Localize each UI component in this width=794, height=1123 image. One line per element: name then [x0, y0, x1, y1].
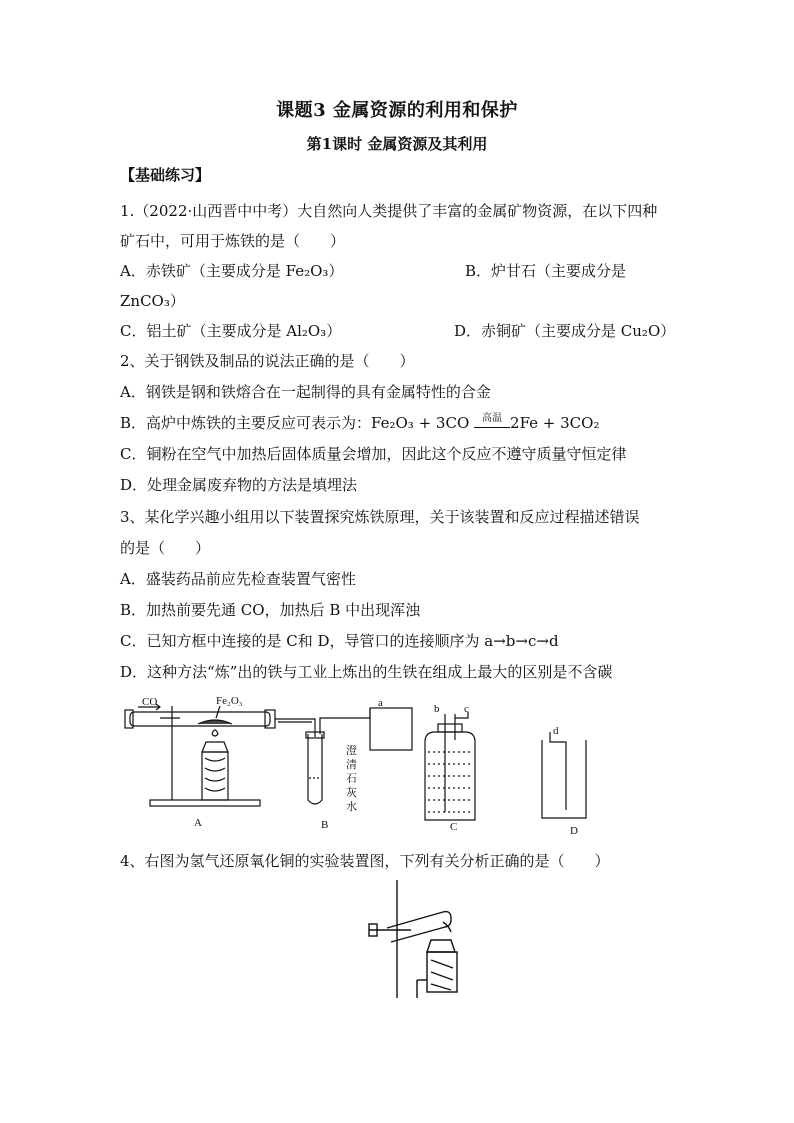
label-d: d	[553, 725, 559, 737]
q3-option-b: B．加热前要先通 CO，加热后 B 中出现浑浊	[120, 601, 421, 619]
page-title: 课题3 金属资源的利用和保护	[276, 100, 518, 121]
limewater-char-5: 水	[346, 801, 357, 813]
beaker-d	[542, 740, 586, 818]
q3-option-d: D．这种方法“炼”出的铁与工业上炼出的生铁在组成上最大的区别是不含碳	[120, 663, 613, 681]
q1-option-a: A．赤铁矿（主要成分是 Fe₂O₃）	[120, 262, 344, 280]
q2-option-b-prefix: B．高炉中炼铁的主要反应可表示为：Fe₂O₃ + 3CO	[120, 414, 470, 432]
reaction-condition: 高温	[482, 413, 503, 424]
co-label: CO	[142, 696, 158, 708]
hydrogen-apparatus-figure	[355, 876, 465, 998]
page-subtitle: 第1课时 金属资源及其利用	[306, 135, 488, 153]
label-c: c	[464, 703, 469, 715]
section-heading: 【基础练习】	[120, 166, 211, 184]
q1-stem-line2: 矿石中，可用于炼铁的是（ ）	[120, 232, 346, 250]
q4-stem: 4、右图为氢气还原氧化铜的实验装置图，下列有关分析正确的是（ ）	[120, 852, 610, 870]
label-b: b	[434, 703, 440, 715]
q2-option-b	[120, 414, 680, 432]
q1-option-b-cont: ZnCO₃）	[120, 292, 185, 310]
flame	[212, 730, 218, 736]
apparatus-figure	[120, 692, 690, 842]
burner-head	[202, 742, 228, 752]
caption-a: A	[194, 817, 202, 829]
limewater-char-1: 澄	[346, 745, 357, 757]
limewater-char-4: 灰	[346, 787, 357, 799]
stand-base	[150, 800, 260, 806]
fe2o3-label: Fe₂O₃	[216, 695, 243, 707]
caption-c: C	[450, 821, 458, 833]
limewater-char-2: 清	[346, 759, 357, 771]
q3-stem-line1: 3、某化学兴趣小组用以下装置探究炼铁原理，关于该装置和反应过程描述错误	[120, 508, 640, 526]
q2-option-b-suffix: 2Fe + 3CO₂	[510, 414, 600, 432]
q3-option-c: C．已知方框中连接的是 C和 D，导管口的连接顺序为 a→b→c→d	[120, 632, 559, 650]
q2-option-a: A．钢铁是钢和铁熔合在一起制得的具有金属特性的合金	[120, 383, 491, 401]
caption-b: B	[321, 819, 329, 831]
q2-option-c: C．铜粉在空气中加热后固体质量会增加，因此这个反应不遵守质量守恒定律	[120, 445, 627, 463]
q1-option-c: C．铝土矿（主要成分是 Al₂O₃）	[120, 322, 342, 340]
limewater-char-3: 石	[346, 773, 357, 785]
q1-stem-line1: 1.（2022·山西晋中中考）大自然向人类提供了丰富的金属矿物资源，在以下四种	[120, 202, 658, 220]
lamp-2	[427, 940, 455, 952]
q1-option-d: D．赤铜矿（主要成分是 Cu₂O）	[454, 322, 676, 340]
iron-oxide-powder	[198, 720, 232, 724]
test-tube-b	[308, 734, 322, 804]
q3-stem-line2: 的是（ ）	[120, 539, 211, 557]
reaction-arrow	[474, 414, 510, 430]
q2-stem: 2、关于钢铁及制品的说法正确的是（ ）	[120, 352, 415, 370]
q3-option-a: A．盛装药品前应先检查装置气密性	[120, 570, 356, 588]
connection-box	[370, 708, 412, 750]
q1-option-b: B．炉甘石（主要成分是	[465, 262, 627, 280]
caption-d: D	[570, 825, 578, 837]
q2-option-d: D．处理金属废弃物的方法是填埋法	[120, 476, 358, 494]
lamp-block	[202, 752, 228, 800]
label-a: a	[378, 697, 383, 709]
